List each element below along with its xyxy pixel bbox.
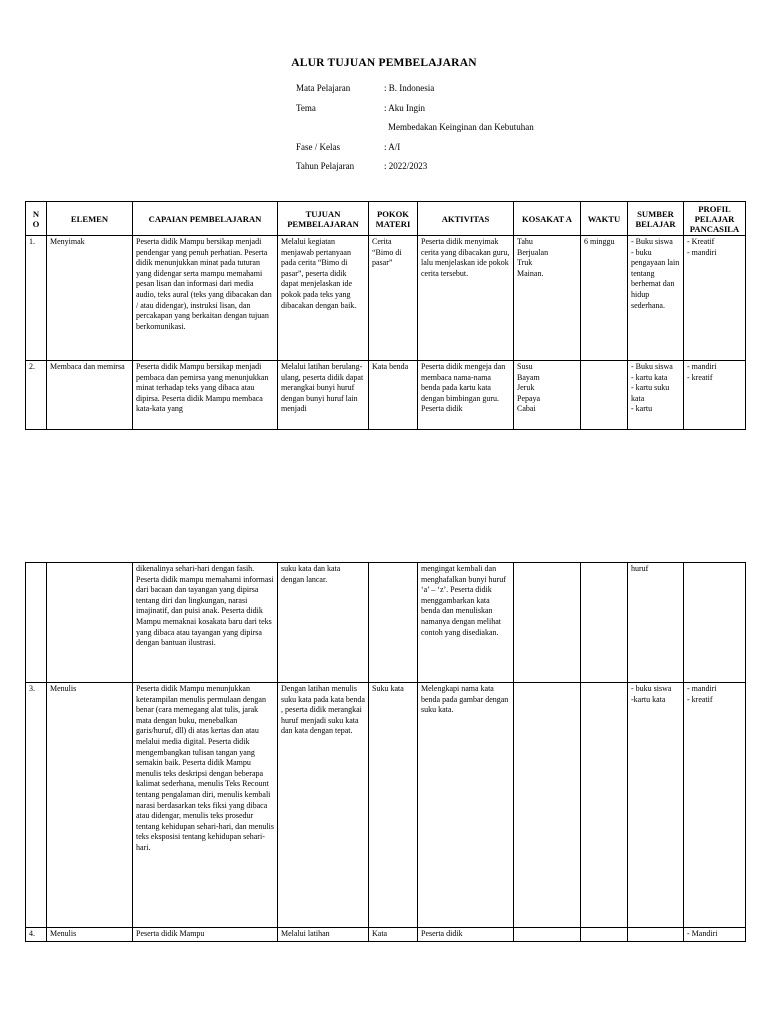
- table-row: [26, 236, 746, 361]
- cell-aktivitas: mengingat kembali dan menghafalkan bunyi huruf ‘a’ – ‘z’. Peserta didik menggambarkan kata benda dan menuliskan namanya dengan melihat contoh yang disediakan.: [418, 563, 514, 683]
- cell-kosakata: Susu Bayam Jeruk Pepaya Cabai: [514, 361, 581, 430]
- cell-kosakata: [514, 683, 581, 928]
- cell-profil: - mandiri - kreatif: [684, 361, 746, 430]
- table-row: [26, 563, 746, 683]
- cell-capaian: Peserta didik Mampu: [133, 928, 278, 942]
- header-kosakata: KOSAKAT A: [514, 202, 581, 236]
- table-row: [26, 928, 746, 942]
- cell-kosakata: [514, 563, 581, 683]
- cell-pokok: Kata: [369, 928, 418, 942]
- cell-waktu: [581, 563, 628, 683]
- cell-aktivitas: Peserta didik menyimak cerita yang dibacakan guru, lalu menjelaskan ide pokok cerita tersebut.: [418, 236, 514, 361]
- header-waktu: WAKTU: [581, 202, 628, 236]
- header-elemen: ELEMEN: [47, 202, 133, 236]
- cell-no: 4.: [26, 928, 47, 942]
- cell-tujuan: Melalui latihan berulang-ulang, peserta didik dapat merangkai bunyi huruf dengan bunyi huruf lain menjadi: [278, 361, 369, 430]
- cell-profil: - Kreatif - mandiri: [684, 236, 746, 361]
- cell-kosakata: [514, 928, 581, 942]
- cell-profil: - mandiri - kreatif: [684, 683, 746, 928]
- cell-capaian: Peserta didik Mampu bersikap menjadi pembaca dan pemirsa yang menunjukkan minat terhadap teks yang dibaca atau dipirsa. Peserta didik Mampu membaca kata-kata yang: [133, 361, 278, 430]
- header-aktivitas: AKTIVITAS: [418, 202, 514, 236]
- header-tujuan: TUJUAN PEMBELAJARAN: [278, 202, 369, 236]
- cell-elemen: Membaca dan memirsa: [47, 361, 133, 430]
- cell-no: 1.: [26, 236, 47, 361]
- cell-aktivitas: Peserta didik mengeja dan membaca nama-nama benda pada kartu kata dengan bimbingan guru. Peserta didik: [418, 361, 514, 430]
- header-sumber: SUMBER BELAJAR: [628, 202, 684, 236]
- cell-kosakata: Tahu Berjualan Truk Mainan.: [514, 236, 581, 361]
- cell-pokok: [369, 563, 418, 683]
- cell-elemen: [47, 563, 133, 683]
- cell-tujuan: Melalui kegiatan menjawab pertanyaan pada cerita “Bimo di pasar”, peserta didik dapat menjelaskan ide pokok pada teks yang dibacakan dengan baik.: [278, 236, 369, 361]
- cell-sumber: - Buku siswa - kartu kata - kartu suku kata - kartu: [628, 361, 684, 430]
- cell-tujuan: Dengan latihan menulis suku kata pada kata benda , peserta didik merangkai huruf menjadi suku kata dan kata dengan tepat.: [278, 683, 369, 928]
- header-no: N O: [26, 202, 47, 236]
- cell-capaian: Peserta didik Mampu bersikap menjadi pendengar yang penuh perhatian. Peserta didik menunjukkan minat pada tuturan yang didengar serta mampu memahami pesan lisan dan informasi dari media audio, teks aural (teks yang dibacakan dan / atau didengar), instruksi lisan, dan percakapan yang berkaitan dengan tujuan berkomunikasi.: [133, 236, 278, 361]
- cell-no: [26, 563, 47, 683]
- header-pokok: POKOK MATERI: [369, 202, 418, 236]
- table-row: [26, 683, 746, 928]
- cell-elemen: Menulis: [47, 683, 133, 928]
- cell-waktu: [581, 928, 628, 942]
- document-title: ALUR TUJUAN PEMBELAJARAN: [291, 57, 477, 69]
- cell-pokok: Suku kata: [369, 683, 418, 928]
- learning-flow-table-part1: [25, 201, 746, 430]
- cell-capaian: dikenalinya sehari-hari dengan fasih. Peserta didik mampu memahami informasi dari bacaan dan tayangan yang dipirsa tentang diri dan lingkungan, narasi imajinatif, dan puisi anak. Peserta didik Mampu memaknai kosakata baru dari teks yang dibaca atau tayangan yang dipirsa dengan bantuan ilustrasi.: [133, 563, 278, 683]
- cell-elemen: Menulis: [47, 928, 133, 942]
- cell-pokok: Cerita “Bimo di pasar”: [369, 236, 418, 361]
- cell-waktu: 6 minggu: [581, 236, 628, 361]
- cell-sumber: huruf: [628, 563, 684, 683]
- learning-flow-table-part2: [25, 562, 746, 942]
- cell-no: 3.: [26, 683, 47, 928]
- table-header-row: [26, 202, 746, 236]
- cell-sumber: - Buku siswa - buku pengayaan lain tentang berhemat dan hidup sederhana.: [628, 236, 684, 361]
- cell-sumber: - buku siswa -kartu kata: [628, 683, 684, 928]
- cell-sumber: [628, 928, 684, 942]
- cell-waktu: [581, 361, 628, 430]
- header-capaian: CAPAIAN PEMBELAJARAN: [133, 202, 278, 236]
- cell-elemen: Menyimak: [47, 236, 133, 361]
- cell-capaian: Peserta didik Mampu menunjukkan keterampilan menulis permulaan dengan benar (cara memegang alat tulis, jarak mata dengan buku, menebalkan garis/huruf, dll) di atas kertas dan atau melalui media digital. Peserta didik mengembangkan tulisan tangan yang semakin baik. Peserta didik Mampu menulis teks deskripsi dengan beberapa kalimat sederhana, menulis Teks Recount tentang pengalaman diri, menulis kembali narasi berdasarkan teks fiksi yang dibaca atau didengar, menulis teks prosedur tentang kehidupan sehari-hari, dan menulis teks eksposisi tentang kehidupan sehari-hari.: [133, 683, 278, 928]
- cell-profil: - Mandiri: [684, 928, 746, 942]
- header-profil: PROFIL PELAJAR PANCASILA: [684, 202, 746, 236]
- cell-tujuan: suku kata dan kata dengan lancar.: [278, 563, 369, 683]
- cell-aktivitas: Peserta didik: [418, 928, 514, 942]
- table-row: [26, 361, 746, 430]
- cell-profil: [684, 563, 746, 683]
- cell-pokok: Kata benda: [369, 361, 418, 430]
- cell-tujuan: Melalui latihan: [278, 928, 369, 942]
- cell-waktu: [581, 683, 628, 928]
- cell-aktivitas: Melengkapi nama kata benda pada gambar dengan suku kata.: [418, 683, 514, 928]
- cell-no: 2.: [26, 361, 47, 430]
